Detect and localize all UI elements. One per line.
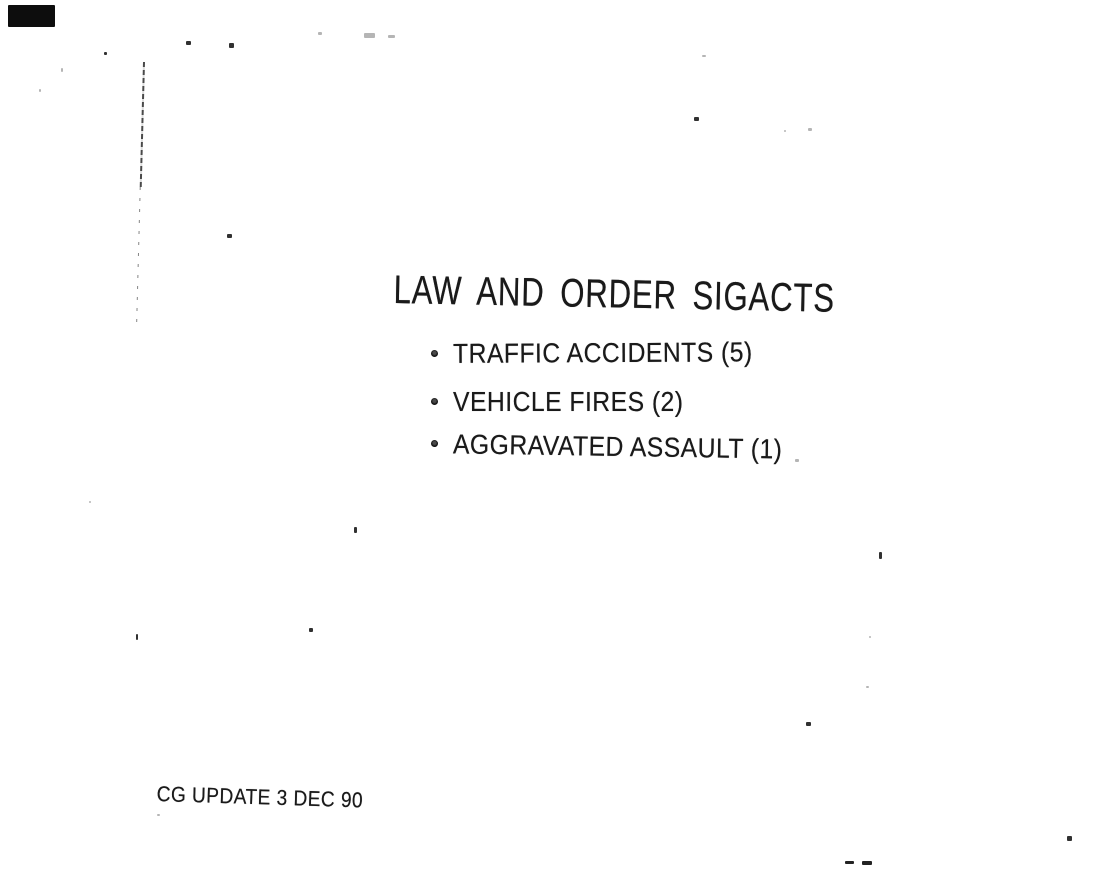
scan-speck-faint (795, 459, 799, 462)
scan-vertical-line-upper (140, 62, 145, 187)
scan-speck (1067, 836, 1072, 841)
scan-speck-faint (869, 636, 871, 638)
scan-dash-mark (845, 861, 854, 864)
scan-dash-mark (862, 861, 872, 865)
bullet-item-aggravated-assault (431, 430, 819, 464)
bullet-label: AGGRAVATED ASSAULT (1) (452, 428, 783, 465)
scan-speck (136, 634, 138, 640)
scan-speck-faint (364, 33, 375, 38)
scan-speck (806, 722, 811, 726)
bullet-label: TRAFFIC ACCIDENTS (5) (452, 336, 753, 369)
slide-footer-caption: CG UPDATE 3 DEC 90 (156, 782, 364, 813)
bullet-label: VEHICLE FIRES (2) (453, 386, 684, 417)
bullet-icon (431, 440, 438, 447)
bullet-item-vehicle-fires (431, 388, 709, 416)
scan-speck-faint (866, 686, 869, 688)
bullet-icon (431, 398, 438, 405)
scan-speck-faint (388, 35, 395, 38)
scan-speck-faint (61, 68, 63, 72)
scan-speck-faint (808, 128, 812, 131)
scan-speck-faint (39, 89, 41, 92)
scan-vertical-line-artifact (136, 62, 145, 330)
scan-speck (694, 117, 699, 121)
scan-speck (229, 43, 234, 48)
scan-speck (104, 52, 107, 55)
scan-speck-faint (157, 814, 160, 816)
scan-speck (186, 41, 191, 45)
scan-corner-mark (8, 5, 55, 27)
scan-speck (227, 234, 232, 238)
scan-speck-faint (318, 32, 322, 35)
scan-vertical-line-lower (136, 187, 141, 330)
scan-speck-faint (702, 55, 706, 57)
slide-title: LAW AND ORDER SIGACTS (393, 268, 836, 321)
scan-speck (309, 628, 313, 632)
scan-speck-faint (89, 501, 91, 503)
scan-speck (354, 527, 357, 533)
scan-speck-faint (784, 130, 786, 132)
bullet-icon (431, 350, 438, 357)
scan-speck (879, 552, 882, 559)
bullet-item-traffic-accidents (431, 338, 786, 367)
